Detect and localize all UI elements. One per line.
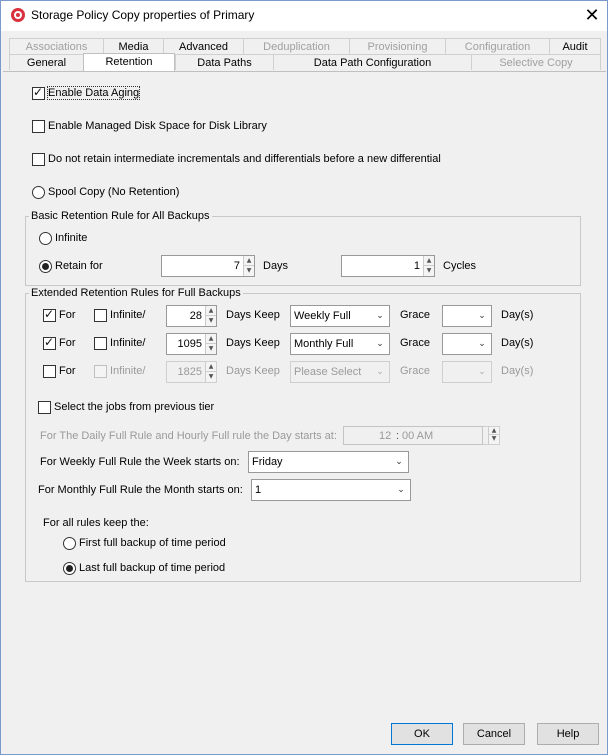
- retain-for-radio[interactable]: [39, 260, 52, 273]
- tab-data-path-configuration[interactable]: Data Path Configuration: [273, 54, 471, 70]
- rule2-infinite-checkbox[interactable]: [94, 337, 107, 350]
- extended-retention-title: Extended Retention Rules for Full Backups: [31, 287, 241, 299]
- spin-up-icon: ▲: [489, 427, 499, 435]
- rule2-days-value: 1095: [177, 338, 202, 350]
- spin-down-icon[interactable]: ▼: [246, 267, 252, 274]
- rule2-dayss-label: Day(s): [501, 337, 534, 349]
- rule2-days-spinner[interactable]: [205, 334, 216, 354]
- cancel-button[interactable]: Cancel: [463, 723, 525, 745]
- rule3-grace-label: Grace: [400, 365, 430, 377]
- spool-copy-label[interactable]: Spool Copy (No Retention): [48, 186, 180, 198]
- weekly-start-select[interactable]: [248, 451, 409, 473]
- previous-tier-label[interactable]: Select the jobs from previous tier: [54, 401, 215, 413]
- chevron-down-icon[interactable]: ⌄: [376, 311, 384, 321]
- spin-down-icon: ▼: [208, 373, 214, 380]
- spin-down-icon[interactable]: ▼: [208, 345, 214, 352]
- managed-disk-space-checkbox[interactable]: [32, 120, 45, 133]
- rule2-keep-select[interactable]: [290, 333, 390, 355]
- no-retain-intermediate-label[interactable]: Do not retain intermediate incrementals and differentials before a new differential: [48, 153, 441, 165]
- chevron-down-icon[interactable]: ⌄: [376, 339, 384, 349]
- monthly-start-select[interactable]: [251, 479, 411, 501]
- enable-data-aging-label[interactable]: Enable Data Aging: [48, 87, 140, 99]
- rule3-keep-select: [290, 361, 390, 383]
- spin-down-icon: ▼: [491, 435, 497, 442]
- rule1-days-value: 28: [189, 310, 202, 322]
- spin-up-icon[interactable]: ▲: [206, 334, 216, 344]
- chevron-down-icon[interactable]: ⌄: [478, 339, 486, 349]
- managed-disk-space-label[interactable]: Enable Managed Disk Space for Disk Library: [48, 120, 267, 132]
- rule1-keep-value: Weekly Full: [294, 310, 351, 322]
- tab-data-paths[interactable]: Data Paths: [175, 54, 273, 70]
- rule1-days-stepper[interactable]: [166, 305, 217, 327]
- basic-retention-title: Basic Retention Rule for All Backups: [31, 210, 210, 222]
- last-full-radio[interactable]: [63, 562, 76, 575]
- tab-provisioning: Provisioning: [349, 38, 445, 54]
- rule2-for-label[interactable]: For: [59, 337, 76, 349]
- daily-start-time: [343, 426, 483, 445]
- weekly-start-label: For Weekly Full Rule the Week starts on:: [40, 456, 240, 468]
- rule2-days-keep-label: Days Keep: [226, 337, 280, 349]
- retain-for-label[interactable]: Retain for: [55, 260, 103, 272]
- weekly-start-value: Friday: [252, 456, 283, 468]
- chevron-down-icon[interactable]: ⌄: [478, 311, 486, 321]
- rule2-keep-value: Monthly Full: [294, 338, 354, 350]
- daily-start-stepper: [483, 426, 500, 445]
- rule3-days-value: 1825: [177, 366, 202, 378]
- tab-deduplication: Deduplication: [243, 38, 349, 54]
- daily-start-label: For The Daily Full Rule and Hourly Full rule the Day starts at:: [40, 430, 337, 442]
- rule1-dayss-label: Day(s): [501, 309, 534, 321]
- spin-up-icon[interactable]: ▲: [244, 256, 254, 266]
- keep-label: For all rules keep the:: [43, 517, 149, 529]
- retain-cycles-spinner[interactable]: [423, 256, 434, 276]
- rule1-keep-select[interactable]: [290, 305, 390, 327]
- enable-data-aging-checkbox[interactable]: [32, 87, 45, 100]
- title-bar[interactable]: [1, 1, 607, 31]
- rule2-grace-label: Grace: [400, 337, 430, 349]
- basic-retention-group: [25, 216, 581, 286]
- rule1-infinite-checkbox[interactable]: [94, 309, 107, 322]
- rule3-for-label[interactable]: For: [59, 365, 76, 377]
- retain-days-spinner[interactable]: [243, 256, 254, 276]
- chevron-down-icon: ⌄: [478, 367, 486, 377]
- monthly-start-label: For Monthly Full Rule the Month starts on:: [38, 484, 243, 496]
- tab-audit[interactable]: Audit: [549, 38, 601, 54]
- tab-selective-copy: Selective Copy: [471, 54, 601, 70]
- chevron-down-icon[interactable]: ⌄: [395, 457, 403, 467]
- rule1-grace-label: Grace: [400, 309, 430, 321]
- infinite-label[interactable]: Infinite: [55, 232, 88, 244]
- previous-tier-checkbox[interactable]: [38, 401, 51, 414]
- rule3-days-keep-label: Days Keep: [226, 365, 280, 377]
- close-icon[interactable]: ✕: [584, 5, 600, 25]
- cycles-label: Cycles: [443, 260, 477, 272]
- tab-media[interactable]: Media: [103, 38, 163, 54]
- window-title: Storage Policy Copy properties of Primary: [31, 8, 255, 22]
- days-label: Days: [263, 260, 289, 272]
- rule3-days-stepper: [166, 361, 217, 383]
- chevron-down-icon: ⌄: [376, 367, 384, 377]
- spin-up-icon: ▲: [206, 362, 216, 372]
- app-logo-icon: [11, 8, 25, 22]
- rule1-for-label[interactable]: For: [59, 309, 76, 321]
- rule2-infinite-label[interactable]: Infinite/: [110, 337, 146, 349]
- spool-copy-radio[interactable]: [32, 186, 45, 199]
- rule1-days-keep-label: Days Keep: [226, 309, 280, 321]
- rule1-infinite-label[interactable]: Infinite/: [110, 309, 146, 321]
- retain-days-value: 7: [233, 260, 240, 272]
- no-retain-intermediate-checkbox[interactable]: [32, 153, 45, 166]
- tab-advanced[interactable]: Advanced: [163, 38, 243, 54]
- first-full-label[interactable]: First full backup of time period: [79, 537, 226, 549]
- rule1-days-spinner[interactable]: [205, 306, 216, 326]
- last-full-label[interactable]: Last full backup of time period: [79, 562, 226, 574]
- rule1-for-checkbox[interactable]: [43, 309, 56, 322]
- rule2-grace-select[interactable]: [442, 333, 492, 355]
- rule3-keep-value: Please Select: [294, 366, 362, 378]
- chevron-down-icon[interactable]: ⌄: [397, 485, 405, 495]
- spin-up-icon[interactable]: ▲: [424, 256, 434, 266]
- tab-associations: Associations: [9, 38, 103, 54]
- rule3-for-checkbox[interactable]: [43, 365, 56, 378]
- infinite-radio[interactable]: [39, 232, 52, 245]
- rule2-days-stepper[interactable]: [166, 333, 217, 355]
- rule3-grace-select: [442, 361, 492, 383]
- ok-button[interactable]: OK: [391, 723, 453, 745]
- spin-up-icon[interactable]: ▲: [206, 306, 216, 316]
- monthly-start-value: 1: [255, 484, 262, 496]
- retain-cycles-value: 1: [413, 260, 420, 272]
- daily-start-spinner: [488, 427, 499, 444]
- rule2-for-checkbox[interactable]: [43, 337, 56, 350]
- daily-start-hour: 12: [379, 430, 392, 442]
- retain-cycles-stepper[interactable]: [341, 255, 435, 277]
- spin-down-icon[interactable]: ▼: [426, 267, 432, 274]
- tab-retention[interactable]: Retention: [83, 53, 175, 71]
- tab-general[interactable]: General: [9, 54, 83, 70]
- first-full-radio[interactable]: [63, 537, 76, 550]
- rule3-days-spinner: [205, 362, 216, 382]
- rule3-infinite-checkbox: [94, 365, 107, 378]
- retain-days-stepper[interactable]: [161, 255, 255, 277]
- help-button[interactable]: Help: [537, 723, 599, 745]
- rule3-infinite-label: Infinite/: [110, 365, 146, 377]
- rule1-grace-select[interactable]: [442, 305, 492, 327]
- rule3-dayss-label: Day(s): [501, 365, 534, 377]
- tab-configuration: Configuration: [445, 38, 549, 54]
- spin-down-icon[interactable]: ▼: [208, 317, 214, 324]
- daily-start-sep: :: [396, 430, 400, 442]
- daily-start-rest: 00 AM: [402, 430, 434, 442]
